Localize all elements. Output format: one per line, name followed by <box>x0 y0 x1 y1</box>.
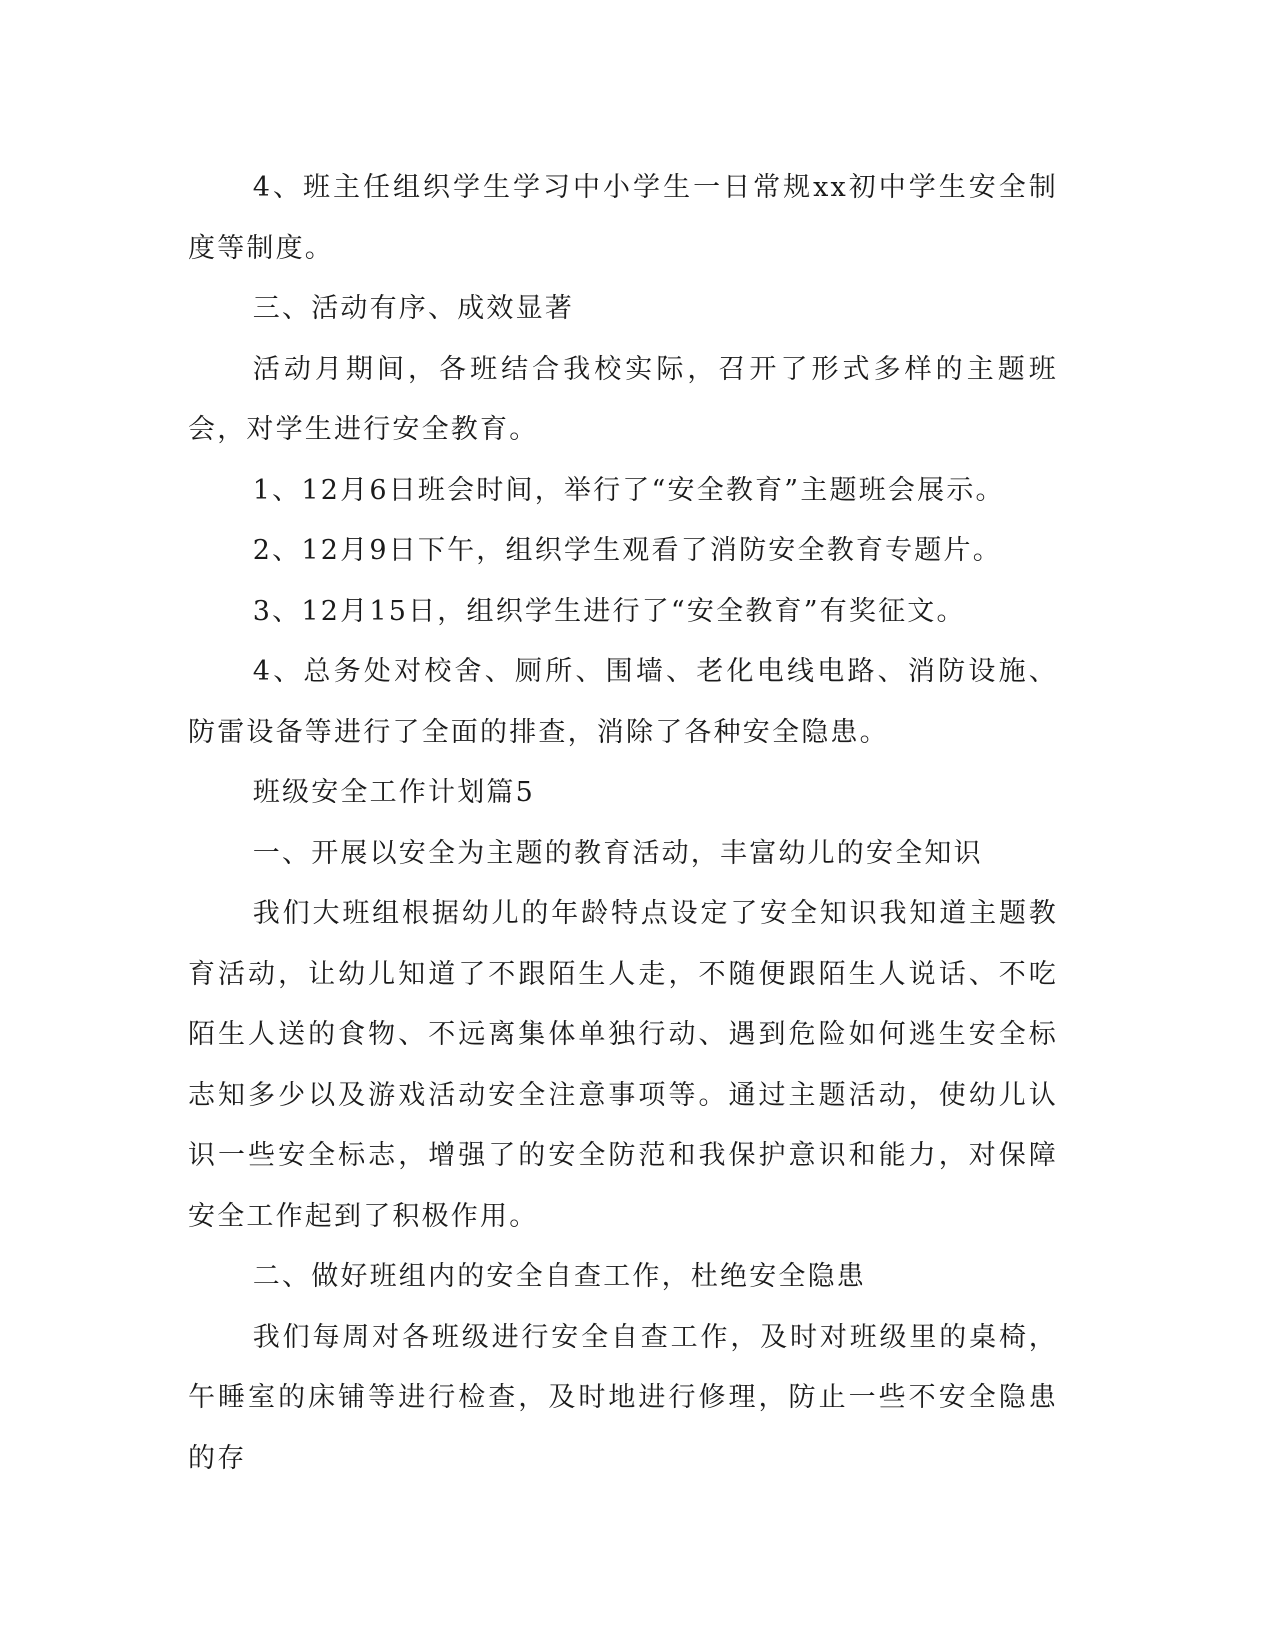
list-item-dec-9: 2、12月9日下午，组织学生观看了消防安全教育专题片。 <box>252 535 1002 566</box>
paragraph-theme-education: 我们大班组根据幼儿的年龄特点设定了安全知识我知道主题教育活动，让幼儿知道了不跟陌生人走，不随便跟陌生人说话、不吃陌生人送的食物、不远离集体单独行动、遇到危险如何逃生安全标志知多少以及游戏活动安全注意事项等。通过主题活动，使幼儿认识一些安全标志，增强了的安全防范和我保护意识和能力，对保障安全工作起到了积极作用。 <box>188 898 1058 1232</box>
section-heading-1: 一、开展以安全为主题的教育活动，丰富幼儿的安全知识 <box>252 837 983 869</box>
paragraph-rule-4: 4、班主任组织学生学习中小学生一日常规xx初中学生安全制度等制度。 <box>188 172 1058 264</box>
document-body <box>188 158 1058 1489</box>
section-heading-2: 二、做好班组内的安全自查工作，杜绝安全隐患 <box>252 1261 866 1292</box>
section-heading-3: 三、活动有序、成效显著 <box>252 293 574 324</box>
list-item-dec-6: 1、12月6日班会时间，举行了“安全教育”主题班会展示。 <box>252 474 1005 506</box>
paragraph-activity-month: 活动月期间，各班结合我校实际，召开了形式多样的主题班会，对学生进行安全教育。 <box>188 353 1058 445</box>
article-title-5: 班级安全工作计划篇5 <box>252 777 535 808</box>
list-item-inspection: 4、总务处对校舍、厕所、围墙、老化电线电路、消防设施、防雷设备等进行了全面的排查，消除了各种安全隐患。 <box>188 656 1058 748</box>
list-item-dec-15: 3、12月15日，组织学生进行了“安全教育”有奖征文。 <box>252 595 966 627</box>
paragraph-self-check: 我们每周对各班级进行安全自查工作，及时对班级里的桌椅，午睡室的床铺等进行检查，及时地进行修理，防止一些不安全隐患的存 <box>188 1321 1058 1474</box>
